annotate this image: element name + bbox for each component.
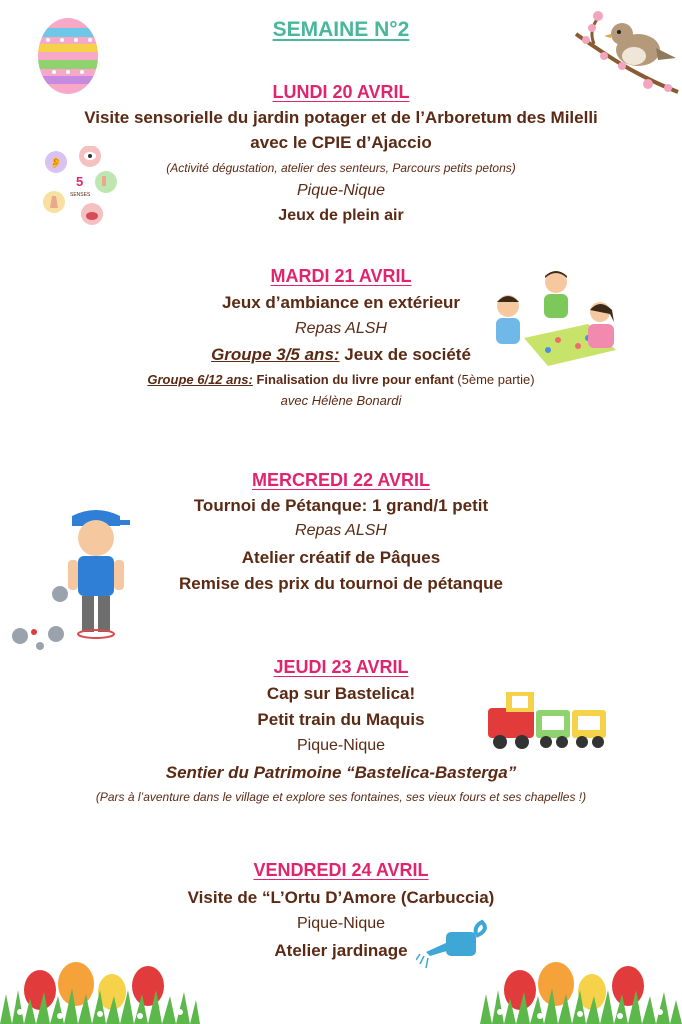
friday-heading: VENDREDI 24 AVRIL xyxy=(253,860,429,880)
five-senses-illustration xyxy=(40,146,130,228)
wednesday-line2: Atelier créatif de Pâques xyxy=(241,548,441,567)
tuesday-heading: MARDI 21 AVRIL xyxy=(270,266,412,286)
monday-meal: Pique-Nique xyxy=(296,182,386,199)
easter-egg-illustration xyxy=(34,14,102,96)
wednesday-meal: Repas ALSH xyxy=(295,522,387,539)
kids-board-game-illustration xyxy=(488,268,628,368)
svg-text:👂: 👂 xyxy=(49,158,63,169)
watering-can-illustration xyxy=(416,916,490,970)
bird-on-branch-illustration xyxy=(572,4,682,96)
friday-line1: Visite de “L’Ortu D’Amore (Carbuccia) xyxy=(187,888,495,907)
tuesday-group1-label: Groupe 3/5 ans: xyxy=(211,345,340,364)
monday-activity: Jeux de plein air xyxy=(278,207,404,224)
thursday-line2: Petit train du Maquis xyxy=(257,710,425,729)
thursday-line3: Sentier du Patrimoine “Bastelica-Basterga” xyxy=(165,763,517,782)
grass-eggs-left-illustration xyxy=(0,960,200,1024)
tuesday-line1: Jeux d’ambiance en extérieur xyxy=(221,293,461,312)
wednesday-line1: Tournoi de Pétanque: 1 grand/1 petit xyxy=(193,496,489,515)
monday-note: (Activité dégustation, atelier des senteurs, Parcours petits petons) xyxy=(166,161,516,175)
train-illustration xyxy=(484,686,614,754)
grass-eggs-right-illustration xyxy=(480,960,682,1024)
tuesday-with: avec Hélène Bonardi xyxy=(280,393,402,408)
monday-heading: LUNDI 20 AVRIL xyxy=(272,82,410,102)
thursday-heading: JEUDI 23 AVRIL xyxy=(273,657,409,677)
wednesday-line3: Remise des prix du tournoi de pétanque xyxy=(179,574,503,593)
thursday-note: (Pars à l’aventure dans le village et explore ses fontaines, ses vieux fours et ses chapelles !) xyxy=(95,790,587,804)
friday-line2: Atelier jardinage xyxy=(274,941,408,960)
page-title: SEMAINE N°2 xyxy=(272,18,410,41)
tuesday-group1-text: Jeux de société xyxy=(339,345,471,364)
tuesday-group2-label: Groupe 6/12 ans: xyxy=(147,372,253,387)
tuesday-group2-suffix: (5ème partie) xyxy=(453,372,535,387)
tuesday-meal: Repas ALSH xyxy=(295,320,387,337)
senses-badge-number: 5 xyxy=(76,174,84,189)
monday-line2: avec le CPIE d’Ajaccio xyxy=(250,133,432,152)
thursday-line1: Cap sur Bastelica! xyxy=(266,684,416,703)
senses-badge-word: SENSES xyxy=(70,192,91,198)
monday-line1: Visite sensorielle du jardin potager et de l’Arboretum des Milelli xyxy=(84,108,598,127)
tuesday-group2 xyxy=(0,372,682,387)
thursday-meal: Pique-Nique xyxy=(296,737,386,754)
petanque-player-illustration xyxy=(8,500,138,650)
wednesday-heading: MERCREDI 22 AVRIL xyxy=(251,470,431,490)
friday-meal: Pique-Nique xyxy=(296,915,386,932)
tuesday-group2-text: Finalisation du livre pour enfant xyxy=(252,372,454,387)
